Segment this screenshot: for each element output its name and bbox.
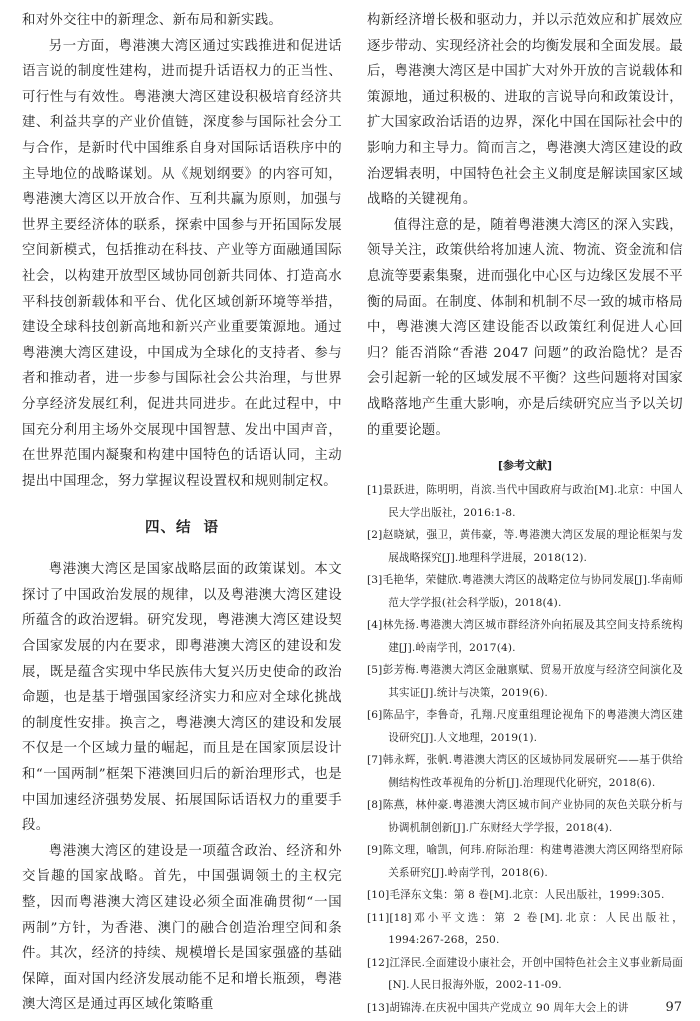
body-paragraph-continued: 和对外交往中的新理念、新布局和新实践。 [22,13,283,28]
conclusion-paragraph: 粤港澳大湾区的建设是一项蕴含政治、经济和外交旨趣的国家战略。首先，中国强调领土的主权完整，因而粤港澳大湾区建设必须全面准确贯彻“一国两制”方针，为香港、澳门的融合创造治理空间和条件。其次，经济的持续、规模增长是国家强盛的基础保障，面对国内经济发展动能不足和增长瓶颈，粤港澳大湾区是通过再区域化策略重 [22,843,342,1013]
references-list [367,479,683,1019]
references-title: [参考文献] [497,459,553,473]
section-number: 四、 [145,520,176,537]
body-paragraph-continued: 构新经济增长极和驱动力，并以示范效应和扩展效应逐步带动、实现经济社会的均衡发展和全面发展。最后，粤港澳大湾区是中国扩大对外开放的言说载体和策源地，通过积极的、进取的言说导向和政策设计，扩大国家政治话语的边界，深化中国在国际社会中的影响力和主导力。简而言之，粤港澳大湾区建设的政治逻辑表明，中国特色社会主义制度是解读国家区域战略的关键视角。 [367,13,683,208]
conclusion-paragraph: 粤港澳大湾区是国家战略层面的政策谋划。本文探讨了中国政治发展的规律，以及粤港澳大湾区建设所蕴含的政治逻辑。研究发现，粤港澳大湾区建设契合国家发展的内在要求，即粤港澳大湾区的建设和发展，既是蕴含实现中华民族伟大复兴历史使命的政治命题，也是基于增强国家经济实力和应对全球化挑战的制度性安排。换言之，粤港澳大湾区的建设和发展不仅是一个区域力量的崛起，而且是在国家顶层设计和“一国两制”框架下港澳回归后的新治理形式，也是中国加速经济强势发展、拓展国际话语权力的重要手段。 [22,562,342,834]
reference-item: [7]韩永辉，张帆.粤港澳大湾区的区域协同发展研究——基于供给侧结构性改革视角的分析[J].治理现代化研究，2018(6). [367,754,683,789]
reference-item: [5]彭芳梅.粤港澳大湾区金融禀赋、贸易开放度与经济空间演化及其实证[J].统计与决策，2019(6). [367,664,683,699]
reference-item: [6]陈品宇，李鲁奇，孔翔.尺度重组理论视角下的粤港澳大湾区建设研究[J].人文地理，2019(1). [367,709,683,744]
reference-item: [12]江泽民.全面建设小康社会，开创中国特色社会主义事业新局面[N].人民日报海外版，2002-11-09. [367,956,683,992]
reference-item: [8]陈燕，林仲豪.粤港澳大湾区城市间产业协同的灰色关联分析与协调机制创新[J].广东财经大学学报，2018(4). [367,799,683,834]
reference-item: [11][18]邓小平文选：第 2 卷[M].北京：人民出版社，1994:267-268，250. [367,911,683,947]
reference-item: [10]毛泽东文集：第 8 卷[M].北京：人民出版社，1999:305. [367,889,665,902]
section-title-char: 结 [176,520,192,537]
reference-item: [3]毛艳华，荣健欣.粤港澳大湾区的战略定位与协同发展[J].华南师范大学学报(社会科学版)，2018(4). [367,574,683,609]
page-number: 97 [665,1000,682,1015]
reference-item: [2]赵晓斌，强卫，黄伟豪，等.粤港澳大湾区发展的理论框架与发展战略探究[J].地理科学进展，2018(12). [367,529,683,564]
right-column [367,8,683,1019]
reference-item: [4]林先扬.粤港澳大湾区城市群经济外向拓展及其空间支持系统构建[J].岭南学刊，2017(4). [367,619,683,654]
section-title-char: 语 [203,520,219,537]
reference-item: [13]胡锦涛.在庆祝中国共产党成立 90 周年大会上的讲 [367,1001,629,1014]
reference-item: [1]景跃进，陈明明，肖滨.当代中国政府与政治[M].北京：中国人民大学出版社，2016:1-8. [367,484,683,519]
body-paragraph: 另一方面，粤港澳大湾区通过实践推进和促进话语言说的制度性建构，进而提升话语权力的正当性、可行性与有效性。粤港澳大湾区建设积极培育经济共建、利益共享的产业价值链，深度参与国际社会分工与合作，是新时代中国维系自身对国际话语秩序中的主导地位的战略谋划。从《规划纲要》的内容可知，粤港澳大湾区以开放合作、互利共赢为原则，加强与世界主要经济体的联系，探索中国参与开拓国际发展空间新模式，包括推动在科技、产业等方面融通国际社会，以构建开放型区域协同创新共同体、打造高水平科技创新载体和平台、优化区域创新环境等举措，建设全球科技创新高地和新兴产业重要策源地。通过粤港澳大湾区建设，中国成为全球化的支持者、参与者和推动者，进一步参与国际社会公共治理，与世界分享经济发展红利，促进共同进步。在此过程中，中国充分利用主场外交展现中国智慧、发出中国声音，在世界范围内凝聚和构建中国特色的话语认同，主动提出中国理念，努力掌握议程设置权和规则制定权。 [22,38,342,489]
left-column [22,8,342,1018]
body-paragraph: 值得注意的是，随着粤港澳大湾区的深入实践，领导关注，政策供给将加速人流、物流、资金流和信息流等要素集聚，进而强化中心区与边缘区发展不平衡的局面。在制度、体制和机制不尽一致的城市格局中，粤港澳大湾区建设能否以政策红利促进人心回归？能否消除“香港 2047 问题”的政治隐忧？是否会引起新一轮的区域发展不平衡？这些问题将对国家战略落地产生重大影响，亦是后续研究应当予以关切的重要论题。 [367,217,683,438]
reference-item: [9]陈文理，喻凯，何玮.府际治理：构建粤港澳大湾区网络型府际关系研究[J].岭南学刊，2018(6). [367,844,683,879]
section-heading [22,516,342,537]
